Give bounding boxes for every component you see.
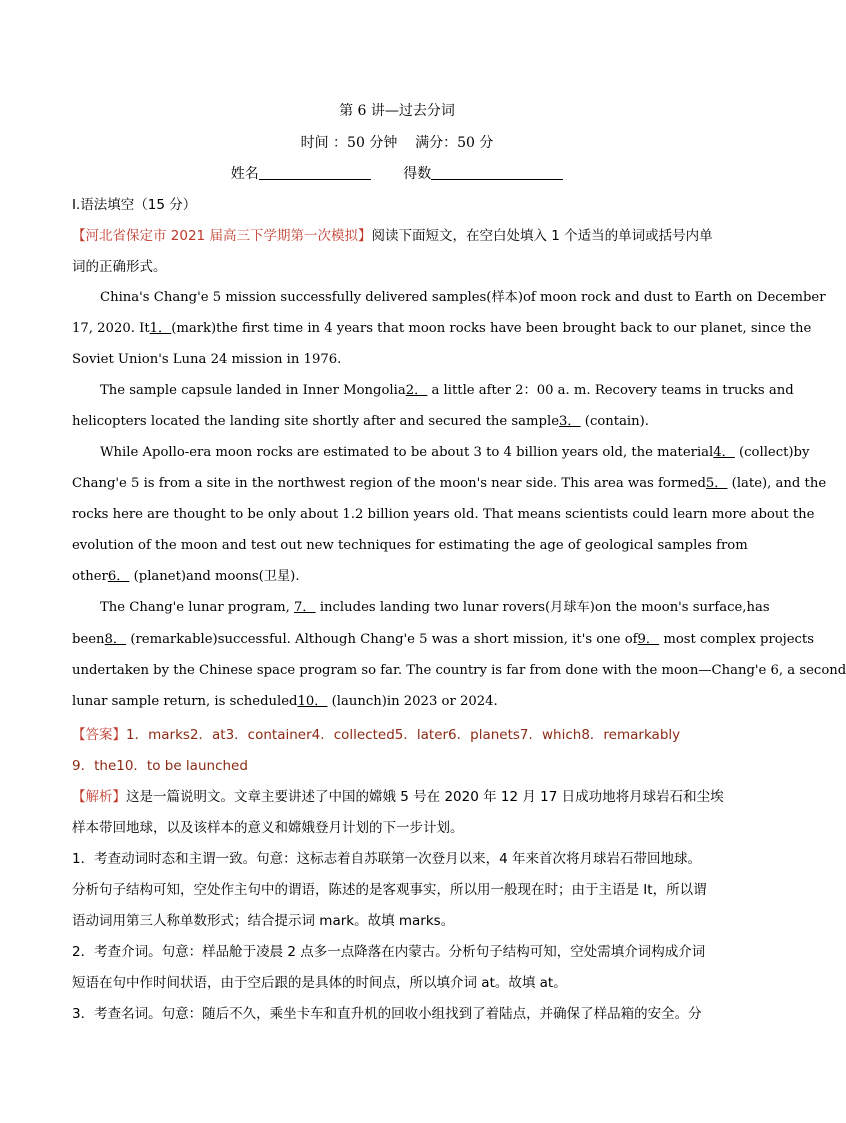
passage-text: (mark)the first time in 4 years that moon rocks have been brought back to our planet, since the xyxy=(171,321,812,336)
blank-number[interactable]: 5． xyxy=(705,476,728,491)
blank-number[interactable]: 7． xyxy=(294,600,316,615)
passage-line xyxy=(72,474,827,494)
analysis-line: 3．考查名词。句意：随后不久，乘坐卡车和直升机的回收小组找到了着陆点，并确保了样品箱的安全。分 xyxy=(72,1006,702,1022)
passage-line xyxy=(72,567,732,587)
blank-number[interactable]: 6． xyxy=(107,569,130,584)
analysis-line: 分析句子结构可知，空处作主句中的谓语，陈述的是客观事实，所以用一般现在时；由于主语是 It，所以谓 xyxy=(72,882,707,898)
name-label: 姓名 xyxy=(230,166,259,182)
passage-line xyxy=(100,288,826,308)
blank-number[interactable]: 3． xyxy=(559,414,581,429)
passage-text: rocks here are thought to be only about 1.2 billion years old. That means scientists could learn more about the xyxy=(72,507,815,522)
passage-text: most complex projects xyxy=(659,632,814,647)
passage-line xyxy=(72,350,732,370)
analysis-line: 短语在句中作时间状语，由于空后跟的是具体的时间点，所以填介词 at。故填 at。 xyxy=(72,975,567,991)
passage-text: While Apollo-era moon rocks are estimated to be about 3 to 4 billion years old, the material xyxy=(100,445,714,460)
passage-text: undertaken by the Chinese space program so far. The country is far from done with the moon—Chang'e 6, a second xyxy=(72,663,846,678)
passage-text: Chang'e 5 is from a site in the northwest region of the moon's near side. This area was formed xyxy=(72,476,706,491)
analysis-line: 1．考查动词时态和主谓一致。句意：这标志着自苏联第一次登月以来，4 年来首次将月球岩石带回地球。 xyxy=(72,851,701,867)
name-field[interactable] xyxy=(259,165,371,180)
analysis-line: 2．考查介词。句意：样品舱于凌晨 2 点多一点降落在内蒙古。分析句子结构可知，空处需填介词构成介词 xyxy=(72,944,706,960)
analysis-intro-2: 样本带回地球，以及该样本的意义和嫦娥登月计划的下一步计划。 xyxy=(72,820,464,836)
passage-text: 17, 2020. It xyxy=(72,321,150,336)
passage-text: other xyxy=(72,569,108,584)
instruction-line-1 xyxy=(72,226,732,246)
analysis-intro-1: 这是一篇说明文。文章主要讲述了中国的嫦娥 5 号在 2020 年 12 月 17 日成功地将月球岩石和尘埃 xyxy=(126,789,724,805)
source-label: 【河北省保定市 2021 届高三下学期第一次模拟】 xyxy=(72,228,372,244)
passage-line xyxy=(100,598,770,618)
passage-text: (launch)in 2023 or 2024. xyxy=(327,694,498,709)
blank-number[interactable]: 4． xyxy=(713,445,735,460)
analysis-line: 语动词用第三人称单数形式；结合提示词 mark。故填 marks。 xyxy=(72,913,455,929)
passage-text: evolution of the moon and test out new techniques for estimating the age of geological samples from xyxy=(72,538,748,553)
passage-line xyxy=(72,661,846,681)
answer-line-2: 9．the10．to be launched xyxy=(72,758,248,774)
blank-number[interactable]: 10． xyxy=(297,694,328,709)
answer-text-1: 1．marks2．at3．container4．collected5．later6．planets7．which8．remarkably xyxy=(126,727,681,743)
passage-line xyxy=(72,692,732,712)
score-label: 得数 xyxy=(403,166,432,182)
passage-text: (remarkable)successful. Although Chang'e 5 was a short mission, it's one of xyxy=(126,632,638,647)
answer-line-1 xyxy=(72,725,732,745)
passage-text: includes landing two lunar rovers(月球车)on the moon's surface,has xyxy=(315,600,770,615)
analysis-label: 【解析】 xyxy=(72,789,126,805)
passage-text: been xyxy=(72,632,105,647)
page-title: 第 6 讲—过去分词 xyxy=(339,103,455,119)
passage-text: Soviet Union's Luna 24 mission in 1976. xyxy=(72,352,342,367)
blank-number[interactable]: 8． xyxy=(104,632,127,647)
score-field[interactable] xyxy=(431,165,563,180)
instruction-line-2: 词的正确形式。 xyxy=(72,259,167,275)
blank-number[interactable]: 2． xyxy=(405,383,428,398)
blank-number[interactable]: 9． xyxy=(637,632,660,647)
instruction-text-1: 阅读下面短文，在空白处填入 1 个适当的单词或括号内单 xyxy=(371,228,713,244)
blank-number[interactable]: 1． xyxy=(149,321,172,336)
time-score-line: 时间 ：50 分钟 满分：50 分 xyxy=(300,135,494,151)
section-heading: I.语法填空（15 分） xyxy=(72,197,197,213)
passage-line xyxy=(72,319,812,339)
passage-text: China's Chang'e 5 mission successfully delivered samples(样本)of moon rock and dust to Earth on December xyxy=(100,290,826,305)
passage-text: (collect)by xyxy=(734,445,810,460)
passage-line xyxy=(100,381,794,401)
passage-text: (planet)and moons(卫星). xyxy=(129,569,300,584)
passage-text: helicopters located the landing site shortly after and secured the sample xyxy=(72,414,560,429)
passage-text: (late), and the xyxy=(727,476,827,491)
passage-text: a little after 2：00 a. m. Recovery teams in trucks and xyxy=(427,383,794,398)
name-score-row xyxy=(0,163,794,183)
passage-line xyxy=(72,412,732,432)
passage-text: lunar sample return, is scheduled xyxy=(72,694,298,709)
analysis-line-intro-1 xyxy=(72,787,732,807)
answer-label: 【答案】 xyxy=(72,727,126,743)
passage-line xyxy=(72,536,748,556)
passage-line xyxy=(72,505,815,525)
passage-line xyxy=(72,630,814,650)
passage-text: (contain). xyxy=(580,414,649,429)
passage-text: The sample capsule landed in Inner Mongolia xyxy=(100,383,406,398)
passage-line xyxy=(100,443,810,463)
passage-text: The Chang'e lunar program, xyxy=(100,600,295,615)
